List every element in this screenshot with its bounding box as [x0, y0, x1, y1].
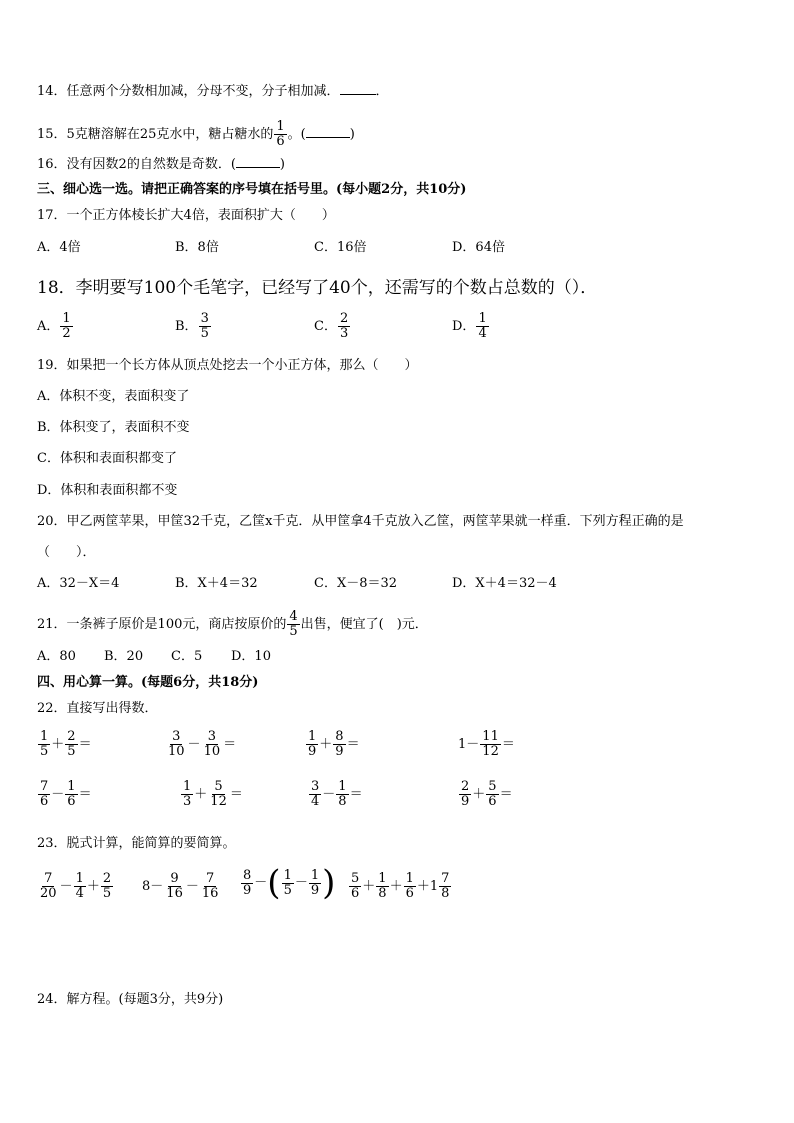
- q21-option-d[interactable]: D．10: [231, 649, 271, 664]
- question-22: 22．直接写出得数．: [37, 701, 158, 716]
- question-24: 24．解方程。(每题3分，共9分): [37, 992, 224, 1007]
- q20-option-d[interactable]: D．X＋4＝32－4: [452, 576, 557, 591]
- q21-option-a[interactable]: A．80: [37, 649, 76, 664]
- q18-option-d[interactable]: D． $\frac{1}{4}$: [452, 311, 487, 341]
- q20-option-a[interactable]: A．32－X＝4: [37, 576, 120, 591]
- answer-blank[interactable]: [306, 137, 350, 138]
- calc-expression: $\frac{3}{4}$ － $\frac{1}{8}$ ＝: [311, 779, 363, 809]
- question-18: 18．李明要写100个毛笔字，已经写了40个，还需写的个数占总数的（）．: [37, 278, 598, 298]
- q21-option-c[interactable]: C．5: [171, 649, 203, 664]
- q17-option-b[interactable]: B．8倍: [175, 240, 219, 255]
- question-21: 21．一条裤子原价是100元，商店按原价的 $\frac{4}{5}$ 出售，便宜了( )元．: [37, 609, 428, 639]
- q17-option-c[interactable]: C．16倍: [314, 240, 367, 255]
- calc-expression: $\frac{3}{10}$ － $\frac{3}{10}$ ＝: [168, 729, 237, 759]
- q19-option-b[interactable]: B．体积变了，表面积不变: [37, 420, 190, 435]
- question-20: 20．甲乙两筐苹果，甲筐32千克，乙筐x千克．从甲筐拿4千克放入乙筐，两筐苹果就一样重．下列方程正确的是: [37, 514, 684, 529]
- q19-option-a[interactable]: A．体积不变，表面积变了: [37, 389, 190, 404]
- question-17: 17．一个正方体棱长扩大4倍，表面积扩大（ ）: [37, 208, 335, 223]
- question-23: 23．脱式计算，能简算的要简算。: [37, 836, 236, 851]
- q19-option-d[interactable]: D．体积和表面积都不变: [37, 483, 178, 498]
- q17-option-d[interactable]: D．64倍: [452, 240, 505, 255]
- calc-expression: 8－ $\frac{9}{16}$ － $\frac{7}{16}$: [142, 871, 219, 901]
- question-14: 14．任意两个分数相加减，分母不变，分子相加减． ．: [37, 84, 389, 99]
- question-15: 15．5克糖溶解在25克水中，糖占糖水的 $\frac{1}{6}$ 。( ): [37, 119, 355, 149]
- q19-option-c[interactable]: C．体积和表面积都变了: [37, 451, 177, 466]
- q20-option-c[interactable]: C．X－8＝32: [314, 576, 398, 591]
- q20-option-b[interactable]: B．X＋4＝32: [175, 576, 258, 591]
- answer-blank[interactable]: [340, 94, 376, 95]
- calc-expression: $\frac{1}{9}$ ＋ $\frac{8}{9}$ ＝: [308, 729, 360, 759]
- calc-expression: $\frac{5}{6}$ ＋ $\frac{1}{8}$ ＋ $\frac{1}{6}$ ＋ 1 $\frac{7}{8}$: [351, 871, 450, 901]
- q18-option-c[interactable]: C． $\frac{2}{3}$: [314, 311, 349, 341]
- question-19: 19．如果把一个长方体从顶点处挖去一个小正方体，那么（ ）: [37, 358, 418, 373]
- calc-expression: $\frac{1}{3}$ ＋ $\frac{5}{12}$ ＝: [183, 779, 243, 809]
- calc-expression: $\frac{8}{9}$ －( $\frac{1}{5}$ － $\frac{1}{9}$ ): [243, 863, 336, 903]
- calc-expression: $\frac{7}{20}$ － $\frac{1}{4}$ ＋ $\frac{2}{5}$: [40, 871, 112, 901]
- calc-expression: $\frac{1}{5}$ ＋ $\frac{2}{5}$ ＝: [40, 729, 92, 759]
- q18-option-b[interactable]: B． $\frac{3}{5}$: [175, 311, 209, 341]
- question-20-line2: （ ）．: [37, 545, 96, 560]
- answer-blank[interactable]: [236, 167, 280, 168]
- q17-option-a[interactable]: A．4倍: [37, 240, 81, 255]
- fraction: $\frac{1}{6}$: [276, 119, 285, 149]
- section-4-heading: 四、用心算一算。(每题6分，共18分): [37, 675, 259, 690]
- q21-option-b[interactable]: B．20: [104, 649, 144, 664]
- section-3-heading: 三、细心选一选。请把正确答案的序号填在括号里。(每小题2分，共10分): [37, 182, 467, 197]
- calc-expression: $\frac{7}{6}$ － $\frac{1}{6}$ ＝: [40, 779, 92, 809]
- calc-expression: $\frac{2}{9}$ ＋ $\frac{5}{6}$ ＝: [461, 779, 513, 809]
- q18-option-a[interactable]: A． $\frac{1}{2}$: [37, 311, 71, 341]
- question-16: 16．没有因数2的自然数是奇数．( ): [37, 157, 285, 172]
- calc-expression: 1－ $\frac{11}{12}$ ＝: [458, 729, 515, 759]
